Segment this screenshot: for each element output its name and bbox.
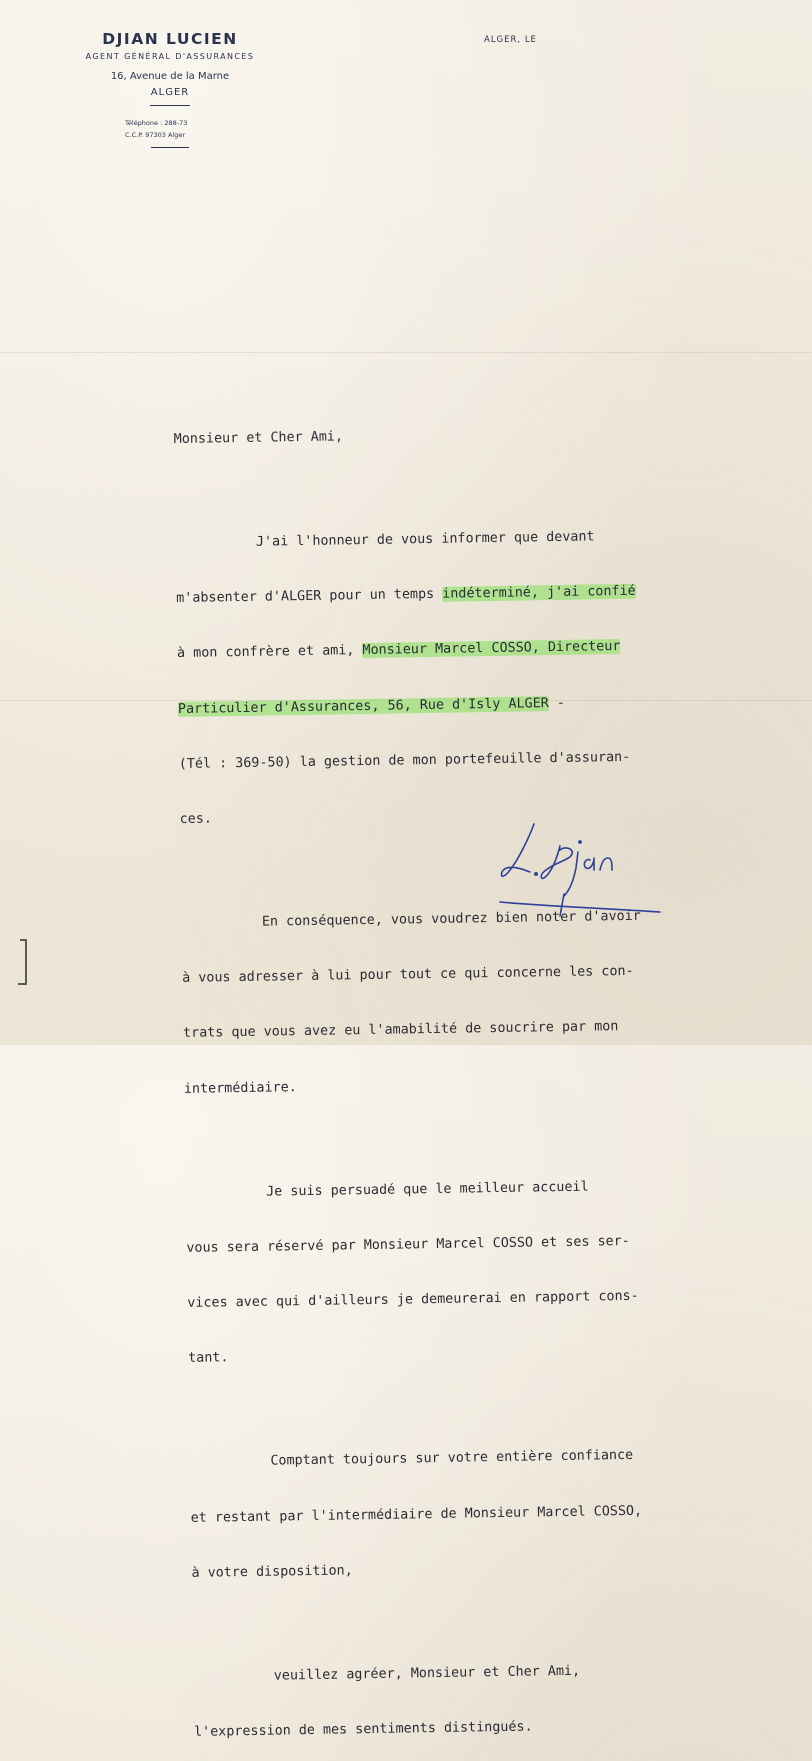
paragraph-2-line: à vous adresser à lui pour tout ce qui concerne les con- bbox=[182, 964, 634, 987]
paper-fold bbox=[0, 352, 812, 353]
contact-block bbox=[105, 117, 235, 141]
staple-mark bbox=[14, 938, 32, 990]
paragraph-4-line: Comptant toujours sur votre entière confiance bbox=[189, 1448, 634, 1471]
paragraph-1-line: (Tél : 369-50) la gestion de mon portefeuille d'assuran- bbox=[178, 749, 631, 772]
paragraph-4-line: à votre disposition, bbox=[191, 1563, 353, 1581]
sender-address: 16, Avenue de la Marne bbox=[110, 71, 230, 82]
highlighted-text: Monsieur Marcel COSSO, Directeur bbox=[362, 639, 621, 659]
letterhead-divider bbox=[150, 105, 190, 106]
text-run: à mon confrère et ami, bbox=[176, 643, 363, 662]
paragraph-1-line bbox=[176, 580, 796, 608]
letterhead bbox=[40, 30, 300, 148]
paragraph-2-line: intermédiaire. bbox=[183, 1079, 297, 1097]
handwritten-signature bbox=[490, 812, 670, 922]
sender-city: ALGER bbox=[150, 87, 190, 98]
highlighted-text: Particulier d'Assurances, 56, Rue d'Isly ALGER bbox=[177, 695, 549, 717]
sender-title: AGENT GÉNÉRAL D'ASSURANCES bbox=[85, 52, 255, 61]
paragraph-1-line: ces. bbox=[179, 811, 213, 827]
text-run: m'absenter d'ALGER pour un temps bbox=[176, 586, 443, 607]
sender-name: DJIAN LUCIEN bbox=[102, 30, 238, 48]
dateline: ALGER, LE bbox=[484, 35, 537, 45]
paragraph-1-line bbox=[177, 636, 797, 664]
salutation: Monsieur et Cher Ami, bbox=[173, 429, 344, 447]
paragraph-3-line: Je suis persuadé que le meilleur accueil bbox=[185, 1179, 589, 1201]
paragraph-1-line: J'ai l'honneur de vous informer que devant bbox=[175, 529, 595, 551]
paragraph-3-line: tant. bbox=[188, 1350, 229, 1367]
paragraph-5-line: l'expression de mes sentiments distingués. bbox=[193, 1719, 533, 1740]
telephone: Téléphone : 288-73 bbox=[125, 119, 188, 127]
paragraph-3-line: vous sera réservé par Monsieur Marcel COSSO et ses ser- bbox=[186, 1233, 630, 1256]
text-run: - bbox=[548, 695, 566, 711]
paragraph-3-line: vices avec qui d'ailleurs je demeurerai en rapport cons- bbox=[187, 1288, 639, 1311]
paragraph-5-line: veuillez agréer, Monsieur et Cher Ami, bbox=[193, 1663, 581, 1685]
paragraph-2-line: En conséquence, vous voudrez bien noter d'avoir bbox=[181, 908, 641, 931]
paragraph-1-line bbox=[178, 691, 798, 719]
paragraph-4-line: et restant par l'intermédiaire de Monsieur Marcel COSSO, bbox=[190, 1503, 643, 1526]
highlighted-text: indéterminé, j'ai confié bbox=[442, 583, 636, 602]
letterhead-divider bbox=[151, 147, 189, 148]
postal-account: C.C.P. 97303 Alger bbox=[125, 131, 186, 139]
paragraph-2-line: trats que vous avez eu l'amabilité de soucrire par mon bbox=[182, 1019, 619, 1042]
letter-body bbox=[173, 384, 812, 1760]
